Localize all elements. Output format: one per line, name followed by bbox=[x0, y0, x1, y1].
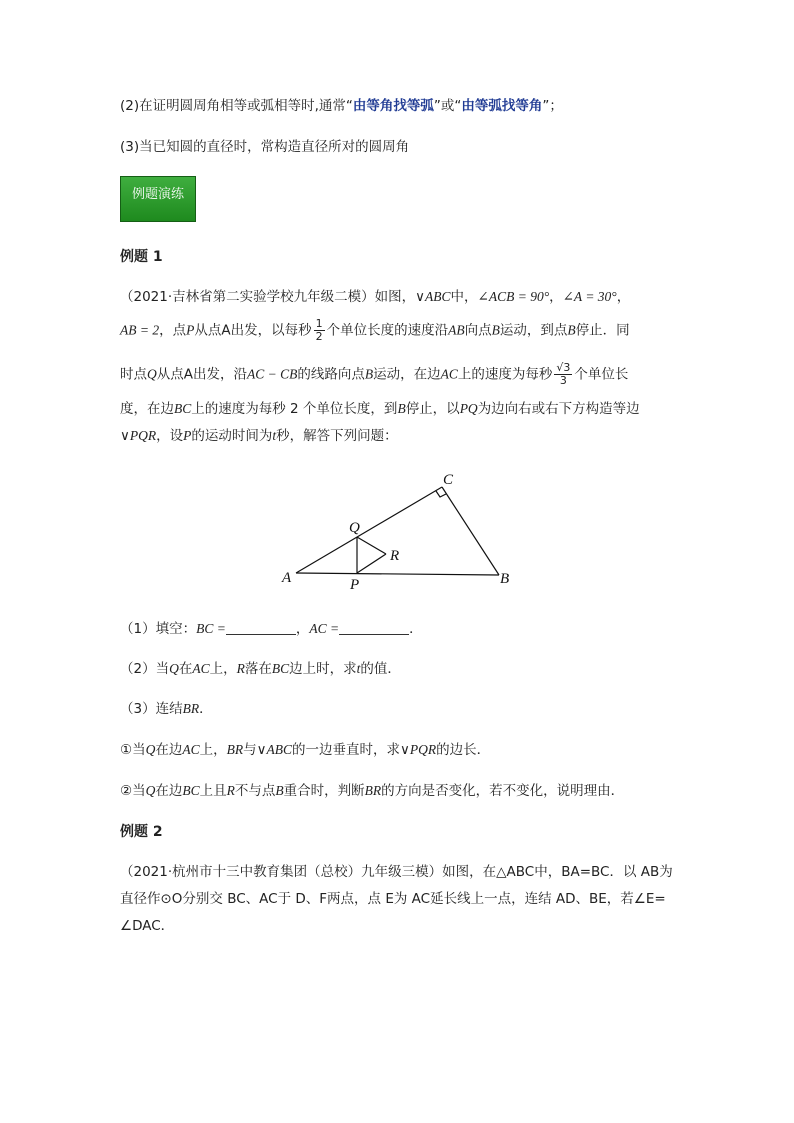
answer-blank-bc[interactable] bbox=[226, 620, 296, 635]
example-1-heading: 例题 1 bbox=[120, 249, 163, 265]
example-practice-button[interactable]: 例题演练 bbox=[120, 176, 196, 222]
example-1-line-5: ∨PQR，设P的运动时间为t秒，解答下列问题： bbox=[120, 428, 398, 444]
label-b: B bbox=[500, 571, 510, 587]
label-a: A bbox=[282, 570, 292, 586]
bold-phrase: 由等弧找等角 bbox=[461, 98, 543, 114]
label-p: P bbox=[350, 577, 360, 593]
tip-2: (2)在证明圆周角相等或弧相等时,通常“由等角找等弧”或“由等弧找等角”； bbox=[120, 98, 563, 114]
example-1-line-2: AB = 2，点P从点A出发，以每秒 $\frac{1}{2}$ 个单位长度的速度沿AB向点B运动，到点B停止．同 bbox=[120, 317, 630, 343]
question-1: （1）填空：BC = ，AC = ． bbox=[120, 621, 423, 637]
segment-pr bbox=[357, 554, 386, 573]
question-3-part-2: ②当Q在边BC上且R不与点B重合时，判断BR的方向是否变化，若不变化，说明理由． bbox=[120, 783, 625, 799]
question-3-part-1: ①当Q在边AC上，BR与∨ABC的一边垂直时，求∨PQR的边长． bbox=[120, 742, 491, 758]
answer-blank-ac[interactable] bbox=[339, 620, 409, 635]
example-1-line-1: （2021·吉林省第二实验学校九年级二模）如图，∨ABC中，∠ACB = 90°，∠A = 30°， bbox=[120, 289, 631, 305]
example-2-line-3: ∠DAC． bbox=[120, 918, 175, 934]
label-c: C bbox=[443, 472, 454, 488]
example-2-line-2: 直径作⊙O分别交 BC、AC于 D、F两点，点 E为 AC延长线上一点，连结 AD、BE，若∠E= bbox=[120, 891, 666, 907]
side-ab bbox=[296, 573, 499, 575]
side-cb bbox=[442, 487, 499, 575]
label-r: R bbox=[390, 548, 400, 564]
example-1-line-4: 度，在边BC上的速度为每秒 2 个单位长度，到B停止，以PQ为边向右或右下方构造等边 bbox=[120, 401, 640, 417]
segment-qr bbox=[357, 537, 386, 554]
question-2: （2）当Q在AC上，R落在BC边上时，求t的值． bbox=[120, 661, 401, 677]
fraction: $\frac{√3}{3}$ bbox=[556, 361, 571, 387]
example-2-heading: 例题 2 bbox=[120, 824, 163, 840]
side-ac bbox=[296, 487, 442, 573]
question-3: （3）连结BR． bbox=[120, 701, 213, 717]
label-q: Q bbox=[349, 520, 360, 536]
example-1-line-3: 时点Q从点A出发，沿AC − CB的线路向点B运动，在边AC上的速度为每秒 $\frac{√3}{3}$ 个单位长 bbox=[120, 361, 629, 387]
fraction: $\frac{1}{2}$ bbox=[315, 317, 323, 343]
bold-phrase: 由等角找等弧 bbox=[352, 98, 434, 114]
tip-3: (3)当已知圆的直径时，常构造直径所对的圆周角 bbox=[120, 139, 410, 155]
triangle-figure bbox=[270, 468, 530, 598]
example-2-line-1: （2021·杭州市十三中教育集团（总校）九年级三模）如图，在△ABC中，BA=BC．以 AB为 bbox=[120, 864, 673, 880]
